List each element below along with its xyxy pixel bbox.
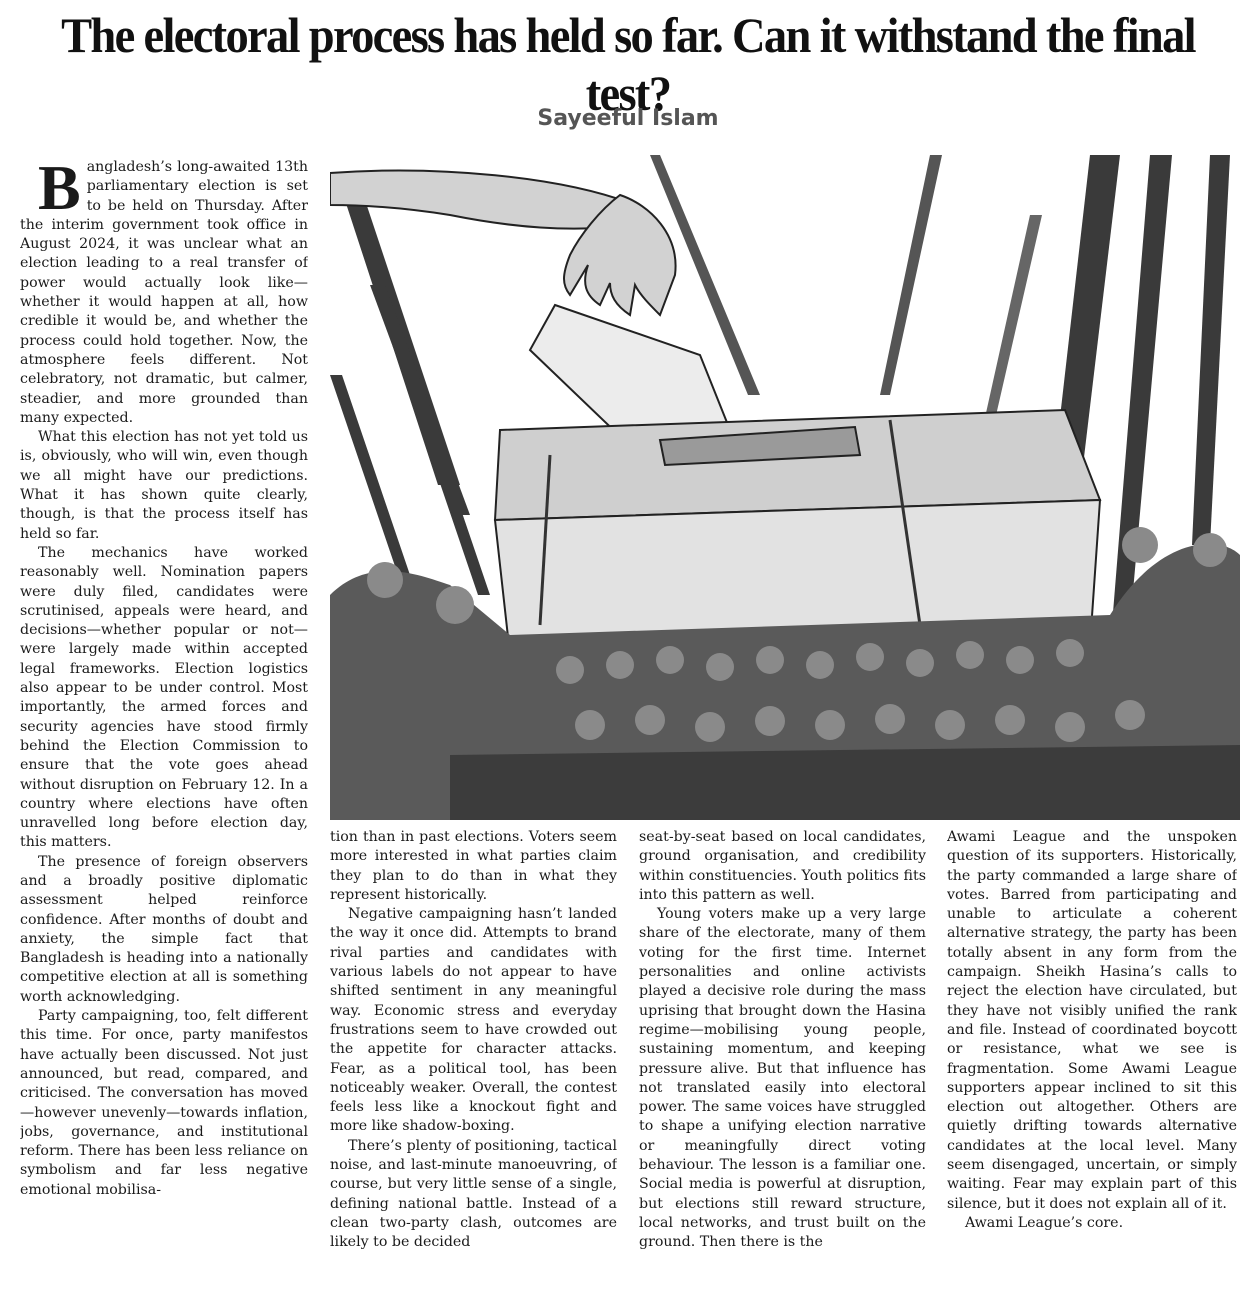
article-paragraph: Bangladesh’s long-awaited 13th parliamentary election is set to be held on Thursday. After the interim government took office in August 2024, it was unclear what an election leading to a real transfer of power would actually look like—whether it would happen at all, how credible it would be, and whether the process could hold together. Now, the atmosphere feels different. Not celebratory, not dramatic, but calmer, steadier, and more grounded than many expected. [20, 158, 308, 426]
article-paragraph: Awami League and the unspoken question of its supporters. Historically, the party commanded a large share of votes. Barred from participating and unable to articulate a coherent alternative strategy, the party has been totally absent in any form from the campaign. Sheikh Hasina’s calls to reject the election have circulated, but they have not visibly unified the rank and file. Instead of coordinated boycott or resistance, what we see is fragmentation. Some Awami League supporters appear inclined to sit this election out altogether. Others are quietly drifting towards alternative candidates at the local level. Many seem disengaged, uncertain, or simply waiting. Fear may explain part of this silence, but it does not explain all of it. [947, 829, 1237, 1212]
article-paragraph: There’s plenty of positioning, tactical noise, and last-minute manoeuvring, of course, but very little sense of a single, defining national battle. Instead of a clean two-party clash, outcomes are likely to be decided [330, 1137, 617, 1251]
article-column-4 [947, 828, 1237, 1280]
article-column-2 [330, 828, 617, 1280]
byline: Sayeeful Islam [537, 106, 719, 131]
article-paragraph: Awami League’s core. [965, 1214, 1124, 1231]
article-paragraph: tion than in past elections. Voters seem more interested in what parties claim they plan to do than in what they represent historically. [330, 829, 617, 903]
ballot-box-illustration [330, 155, 1240, 820]
article-paragraph: Negative campaigning hasn’t landed the way it once did. Attempts to brand rival parties and candidates with various labels do not appear to have shifted sentiment in any meaningful way. Economic stress and everyday frustrations seem to have crowded out the appetite for character attacks. Fear, as a political tool, has been noticeably weaker. Overall, the contest feels less like a knockout fight and more like shadow-boxing. [330, 906, 617, 1135]
article-paragraph: The mechanics have worked reasonably well. Nomination papers were duly filed, candidates were scrutinised, appeals were heard, and decisions—whether popular or not—were largely made within accepted legal frameworks. Election logistics also appear to be under control. Most importantly, the armed forces and security agencies have stood firmly behind the Election Commission to ensure that the vote goes ahead without disruption on February 12. In a country where elections have often unravelled long before election day, this matters. [20, 544, 308, 851]
headline: The electoral process has held so far. Can it withstand the final test? [61, 7, 1195, 121]
article-paragraph: The presence of foreign observers and a broadly positive diplomatic assessment helped reinforce confidence. After months of doubt and anxiety, the simple fact that Bangladesh is heading into a nationally competitive election at all is something worth acknowledging. [20, 853, 308, 1005]
article-column-3 [639, 828, 926, 1280]
article-paragraph: What this election has not yet told us is, obviously, who will win, even though we all might have our predictions. What it has shown quite clearly, though, is that the process itself has held so far. [20, 429, 308, 542]
article-paragraph: Young voters make up a very large share of the electorate, many of them voting for the first time. Internet personalities and online activists played a decisive role during the mass uprising that brought down the Hasina regime—mobilising young people, sustaining momentum, and keeping pressure alive. But that influence has not translated easily into electoral power. The same voices have struggled to shape a unifying election narrative or meaningfully direct voting behaviour. The lesson is a familiar one. Social media is powerful at disruption, but elections still reward structure, local networks, and trust built on the ground. Then there is the [639, 906, 926, 1251]
article-paragraph: seat-by-seat based on local candidates, ground organisation, and credibility within constituencies. Youth politics fits into this pattern as well. [639, 829, 926, 903]
article-column-1 [20, 158, 308, 1278]
drop-cap: B [38, 158, 81, 223]
ballot-box [495, 410, 1100, 655]
article-paragraph: Party campaigning, too, felt different this time. For once, party manifestos have actually been discussed. Not just announced, but read, compared, and criticised. The conversation has moved—however unevenly—towards inflation, jobs, governance, and institutional reform. There has been less reliance on symbolism and far less negative emotional mobilisa- [20, 1008, 308, 1198]
